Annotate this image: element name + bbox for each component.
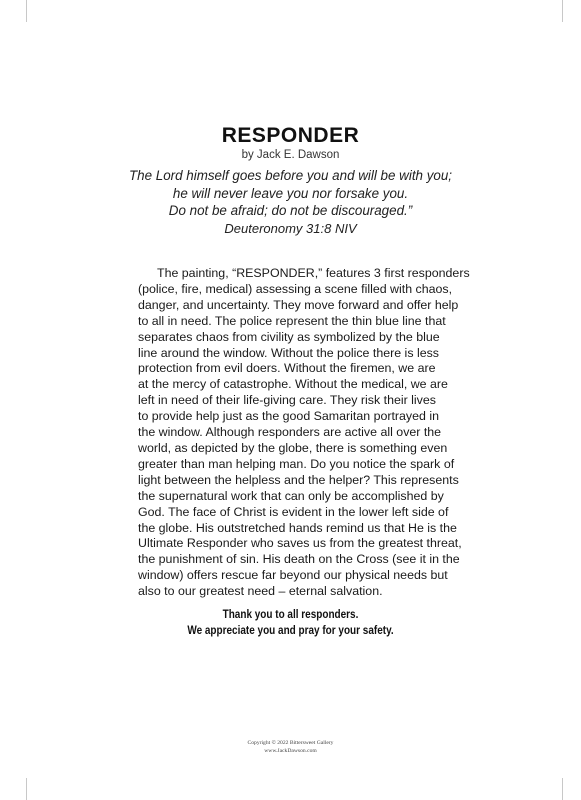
body-line: light between the helpless and the helper? This represents xyxy=(138,472,459,487)
crop-mark-bottom-right xyxy=(562,778,563,800)
body-line: protection from evil doers. Without the firemen, we are xyxy=(138,361,436,376)
body-line: left in need of their life-giving care. They risk their lives xyxy=(138,393,436,408)
body-line: world, as depicted by the globe, there is something even xyxy=(138,440,448,455)
body-line: Ultimate Responder who saves us from the greatest threat, xyxy=(138,536,462,551)
thanks-line: We appreciate you and pray for your safety. xyxy=(187,624,394,637)
thank-you-message xyxy=(41,607,541,639)
author-byline: by Jack E. Dawson xyxy=(241,149,340,161)
body-line: (police, fire, medical) assessing a scene filled with chaos, xyxy=(138,281,453,296)
verse-reference: Deuteronomy 31:8 NIV xyxy=(224,221,357,236)
crop-mark-top-right xyxy=(562,0,563,22)
body-line: greater than man helping man. Do you notice the spark of xyxy=(138,456,455,471)
body-line: the supernatural work that can only be accomplished by xyxy=(138,488,444,503)
body-line: danger, and uncertainty. They move forward and offer help xyxy=(138,297,459,312)
body-line: The painting, “RESPONDER,” features 3 first responders xyxy=(157,266,470,280)
body-line: the window. Although responders are active all over the xyxy=(138,425,442,440)
body-line: to provide help just as the good Samaritan portrayed in xyxy=(138,409,439,424)
copyright-line: Copyright © 2022 Bittersweet Gallery xyxy=(247,740,334,746)
verse-line: Do not be afraid; do not be discouraged.” xyxy=(168,203,413,218)
body-line: to all in need. The police represent the thin blue line that xyxy=(138,313,446,328)
body-line: separates chaos from civility as symbolized by the blue xyxy=(138,329,440,344)
crop-mark-bottom-left xyxy=(26,778,27,800)
body-line: the globe. His outstretched hands remind us that He is the xyxy=(138,520,457,535)
body-paragraph xyxy=(138,266,518,600)
body-line: God. The face of Christ is evident in the lower left side of xyxy=(138,504,449,519)
thanks-line: Thank you to all responders. xyxy=(222,608,359,621)
verse-line: The Lord himself goes before you and will be with you; xyxy=(128,168,453,183)
body-line: also to our greatest need – eternal salvation. xyxy=(138,584,383,599)
copyright-footer xyxy=(0,740,581,755)
verse-line: he will never leave you nor forsake you. xyxy=(172,185,409,201)
body-line: window) offers rescue far beyond our physical needs but xyxy=(138,568,448,583)
body-line: line around the window. Without the police there is less xyxy=(138,345,439,360)
document-title: RESPONDER xyxy=(221,124,360,147)
website-line: www.JackDawson.com xyxy=(264,747,317,754)
scripture-verse xyxy=(0,167,581,220)
crop-mark-top-left xyxy=(26,0,27,22)
body-line: the punishment of sin. His death on the Cross (see it in the xyxy=(138,552,460,567)
body-line: at the mercy of catastrophe. Without the medical, we are xyxy=(138,377,448,392)
